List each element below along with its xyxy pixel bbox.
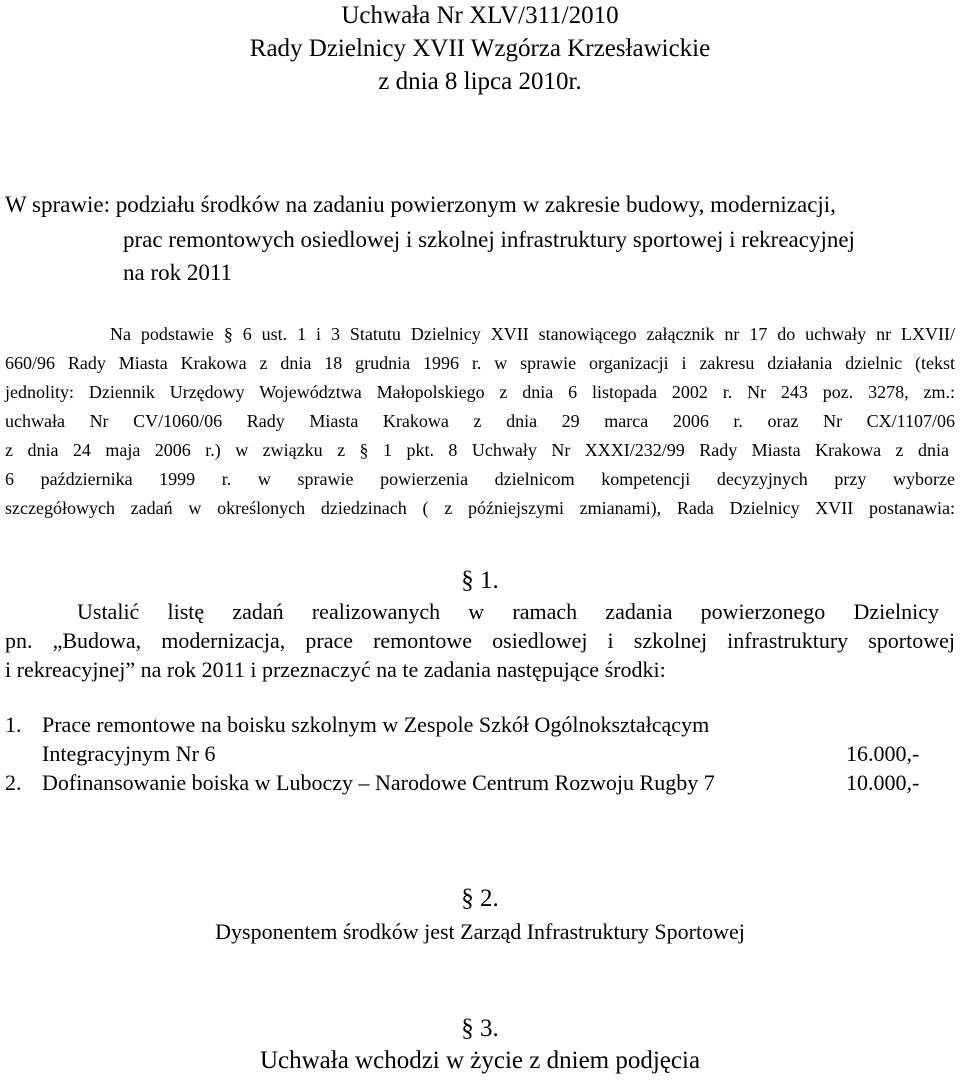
item-2-number: 2. xyxy=(5,770,22,795)
item-1-text-line-2: Integracyjnym Nr 6 xyxy=(42,741,216,766)
section-1-line-2: pn. „Budowa, modernizacja, prace remontowe osiedlowej i szkolnej infrastruktury sportowej xyxy=(5,628,955,653)
section-2-heading: § 2. xyxy=(461,885,499,912)
section-1-heading: § 1. xyxy=(461,567,499,594)
section-1-line-3: i rekreacyjnej” na rok 2011 i przeznaczyć na te zadania następujące środki: xyxy=(5,657,666,682)
legal-basis-line-1: Na podstawie § 6 ust. 1 i 3 Statutu Dzielnicy XVII stanowiącego załącznik nr 17 do uchwały nr LXVII/ xyxy=(110,324,955,344)
subject-line-2: prac remontowych osiedlowej i szkolnej infrastruktury sportowej i rekreacyjnej xyxy=(123,227,855,252)
legal-basis-line-5: z dnia 24 maja 2006 r.) w związku z § 1 pkt. 8 Uchwały Nr XXXI/232/99 Rady Miasta Krakowa z dnia xyxy=(5,440,949,460)
legal-basis-line-6: 6 października 1999 r. w sprawie powierzenia dzielnicom kompetencji decyzyjnych przy wyborze xyxy=(5,469,955,489)
resolution-number: Uchwała Nr XLV/311/2010 xyxy=(341,2,619,29)
section-3-text: Uchwała wchodzi w życie z dniem podjęcia xyxy=(259,1047,701,1074)
resolution-date: z dnia 8 lipca 2010r. xyxy=(378,68,582,95)
council-name: Rady Dzielnicy XVII Wzgórza Krzesławickie xyxy=(249,35,711,62)
section-2-text: Dysponentem środków jest Zarząd Infrastruktury Sportowej xyxy=(215,919,745,944)
item-1-text-line-1: Prace remontowe na boisku szkolnym w Zespole Szkół Ogólnokształcącym xyxy=(42,712,710,737)
legal-basis-line-4: uchwała Nr CV/1060/06 Rady Miasta Krakowa z dnia 29 marca 2006 r. oraz Nr CX/1107/06 xyxy=(5,411,955,431)
legal-basis-line-7: szczegółowych zadań w określonych dziedzinach ( z późniejszymi zmianami), Rada Dzielnicy XVII postanawia: xyxy=(5,498,955,518)
section-3-heading: § 3. xyxy=(461,1015,499,1042)
section-1-line-1: Ustalić listę zadań realizowanych w ramach zadania powierzonego Dzielnicy xyxy=(77,599,939,624)
legal-basis-line-3: jednolity: Dziennik Urzędowy Województwa Małopolskiego z dnia 6 listopada 2002 r. Nr 243 poz. 3278, zm.: xyxy=(5,382,955,402)
legal-basis-line-2: 660/96 Rady Miasta Krakowa z dnia 18 grudnia 1996 r. w sprawie organizacji i zakresu działania dzielnic (tekst xyxy=(5,353,955,373)
subject-line-3: na rok 2011 xyxy=(123,260,233,285)
item-1-number: 1. xyxy=(5,712,22,737)
subject-line-1: W sprawie: podziału środków na zadaniu powierzonym w zakresie budowy, modernizacji, xyxy=(5,192,836,217)
item-2-text-line-1: Dofinansowanie boiska w Luboczy – Narodowe Centrum Rozwoju Rugby 7 xyxy=(42,770,715,795)
item-2-amount: 10.000,- xyxy=(846,770,920,795)
item-1-amount: 16.000,- xyxy=(846,741,920,766)
